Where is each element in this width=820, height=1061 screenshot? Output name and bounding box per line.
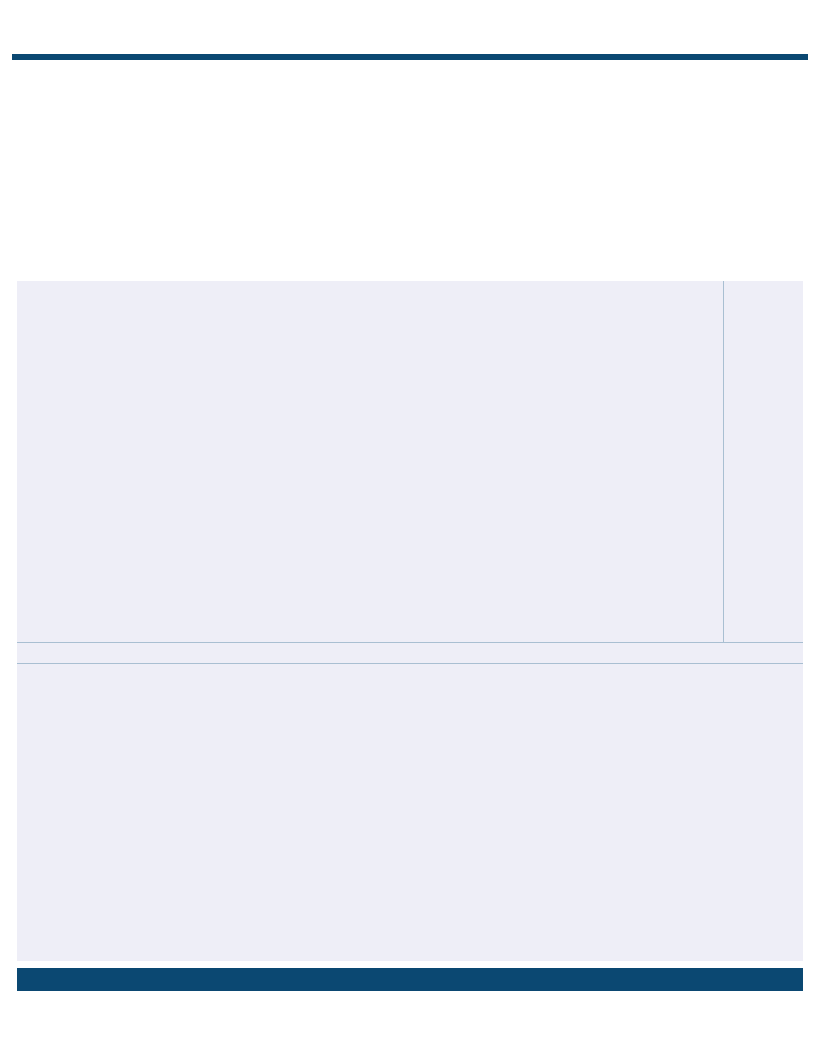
- column-divider: [723, 281, 724, 642]
- note-row: [17, 642, 803, 664]
- item-1-row: [17, 281, 803, 303]
- header-divider: [12, 54, 808, 60]
- voting-items-panel: [17, 281, 803, 961]
- delivery-settings-banner: [17, 968, 803, 991]
- nominees-label-row: [17, 304, 803, 326]
